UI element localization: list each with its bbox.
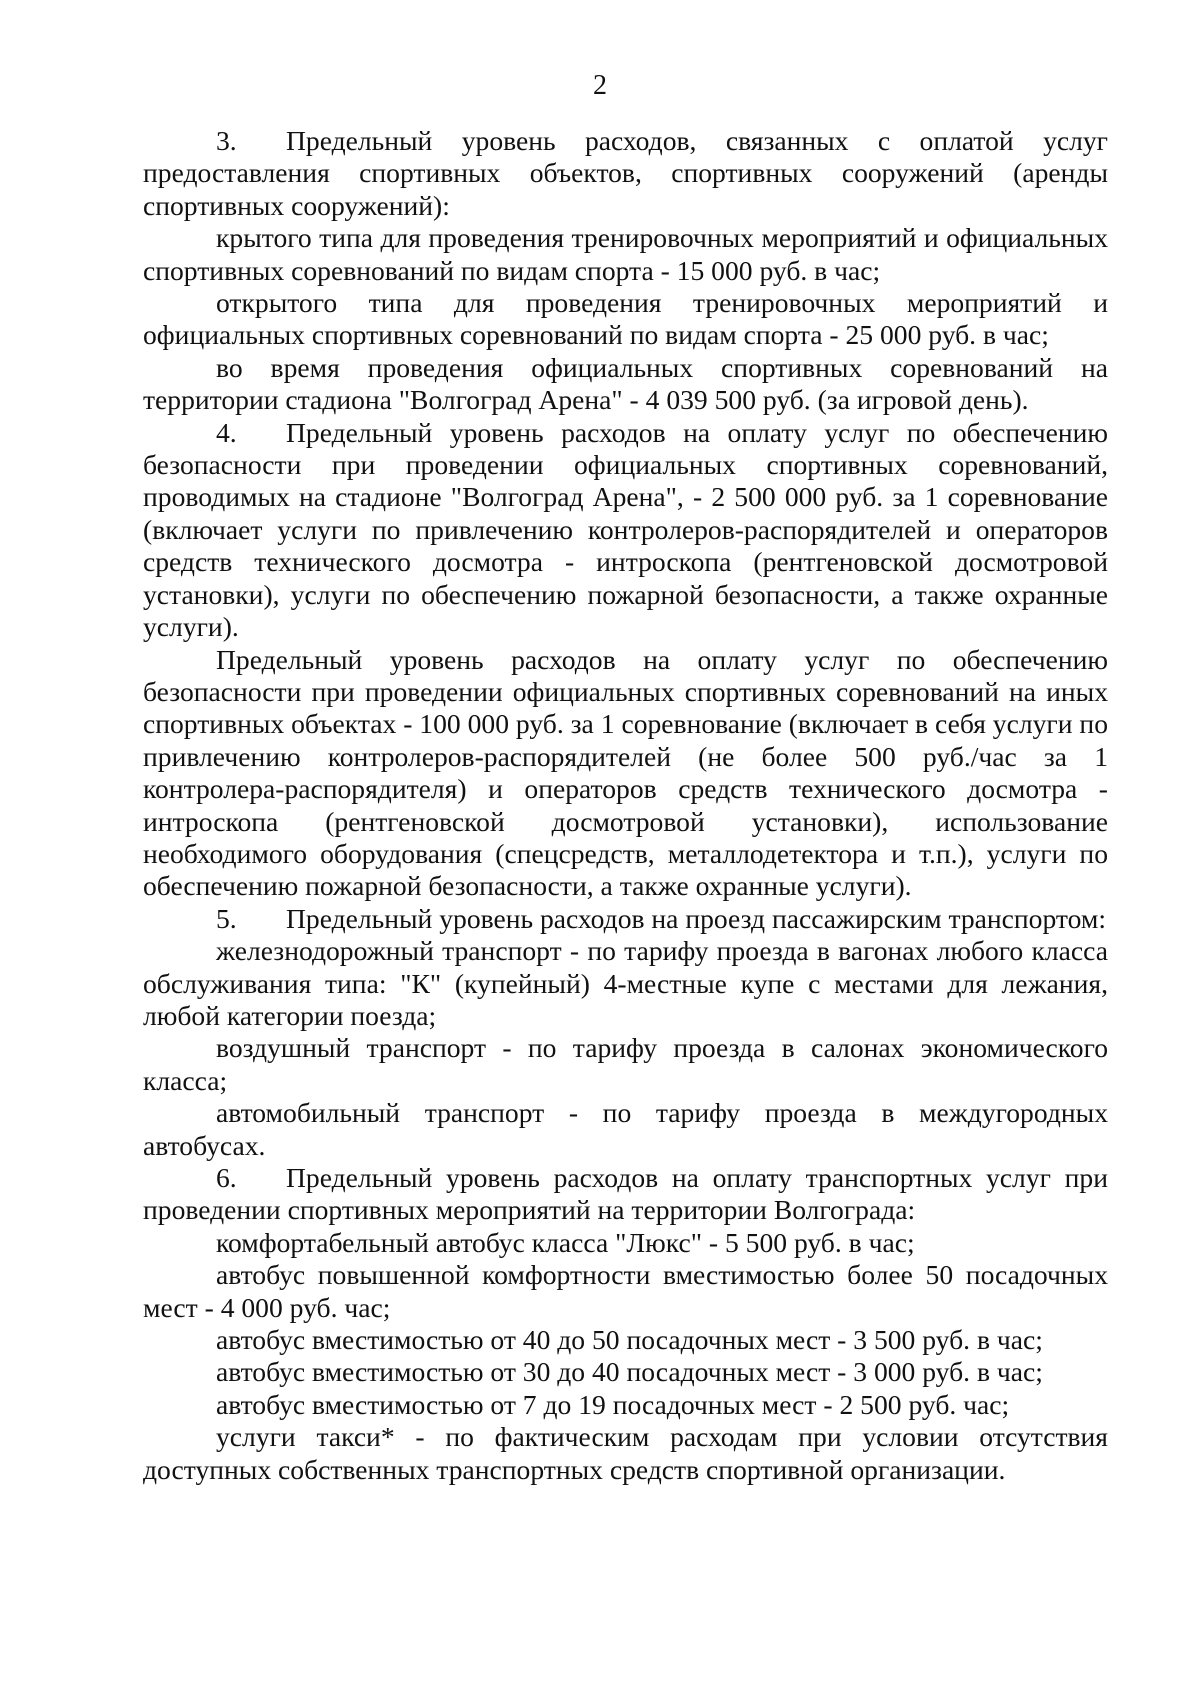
paragraph-rail-transport — [143, 935, 1108, 1032]
paragraph-text: Предельный уровень расходов на оплату транспортных услуг при проведении спортивных мероприятий на территории Волгограда: — [143, 1162, 1108, 1226]
paragraph-text: крытого типа для проведения тренировочных мероприятий и официальных спортивных соревнований по видам спорта - 15 000 руб. в час; — [143, 222, 1108, 286]
paragraph-text: Предельный уровень расходов, связанных с оплатой услуг предоставления спортивных объектов, спортивных сооружений (аренды спортивных сооружений): — [143, 125, 1108, 221]
paragraph-4 — [143, 417, 1108, 644]
paragraph-bus-40-50 — [143, 1324, 1108, 1356]
paragraph-arena-competitions — [143, 352, 1108, 417]
paragraph-text: во время проведения официальных спортивных соревнований на территории стадиона "Волгоград Арена" - 4 039 500 руб. (за игровой день). — [143, 351, 1108, 416]
paragraph-text: автобус вместимостью от 7 до 19 посадочных мест - 2 500 руб. час; — [216, 1388, 1010, 1420]
paragraph-bus-7-19 — [143, 1389, 1108, 1421]
paragraph-3 — [143, 125, 1108, 222]
paragraph-text: железнодорожный транспорт - по тарифу проезда в вагонах любого класса обслуживания типа: "К" (купейный) 4-местные купе с местами для лежания, любой категории поезда; — [143, 935, 1108, 1031]
paragraph-text: комфортабельный автобус класса "Люкс" - 5 500 руб. в час; — [216, 1226, 915, 1258]
paragraph-indoor-facilities — [143, 222, 1108, 287]
section-number: 5. — [216, 902, 237, 934]
paragraph-text: Предельный уровень расходов на проезд пассажирским транспортом: — [286, 902, 1106, 934]
paragraph-security-other-facilities — [143, 644, 1108, 903]
paragraph-6 — [143, 1162, 1108, 1227]
paragraph-text: открытого типа для проведения тренировочных мероприятий и официальных спортивных соревнований по видам спорта - 25 000 руб. в час; — [143, 287, 1108, 351]
paragraph-air-transport — [143, 1032, 1108, 1097]
paragraph-bus-30-40 — [143, 1356, 1108, 1388]
paragraph-road-transport — [143, 1097, 1108, 1162]
paragraph-text: Предельный уровень расходов на оплату услуг по обеспечению безопасности при проведении официальных спортивных соревнований на иных спортивных объектах - 100 000 руб. за 1 соревнование (включает в себя услуги по привлечению контролеров-распорядителей (не более 500 руб./час за 1 контролера-распорядителя) и операторов средств технического досмотра - интроскопа (рентгеновской досмотровой установки), использование необходимого оборудования (спецсредств, металлодетектора и т.п.), услуги по обеспечению пожарной безопасности, а также охранные услуги). — [143, 643, 1108, 902]
paragraph-text: Предельный уровень расходов на оплату услуг по обеспечению безопасности при проведении официальных спортивных соревнований, проводимых на стадионе "Волгоград Арена", - 2 500 000 руб. за 1 соревнование (включает услуги по привлечению контролеров-распорядителей и операторов средств технического досмотра - интроскопа (рентгеновской досмотровой установки), услуги по обеспечению пожарной безопасности, а также охранные услуги). — [143, 416, 1108, 643]
section-number: 3. — [216, 125, 237, 156]
paragraph-text: автомобильный транспорт - по тарифу проезда в междугородных автобусах. — [143, 1097, 1108, 1161]
page-number: 2 — [593, 70, 607, 101]
paragraph-lux-bus — [143, 1227, 1108, 1259]
section-number: 4. — [216, 416, 237, 448]
paragraph-text: воздушный транспорт - по тарифу проезда в салонах экономического класса; — [143, 1032, 1108, 1096]
paragraph-outdoor-facilities — [143, 287, 1108, 352]
document-body — [143, 125, 1108, 1486]
paragraph-text: автобус вместимостью от 40 до 50 посадочных мест - 3 500 руб. в час; — [216, 1324, 1043, 1356]
paragraph-5 — [143, 903, 1108, 935]
paragraph-comfort-bus — [143, 1259, 1108, 1324]
paragraph-taxi — [143, 1421, 1108, 1486]
paragraph-text: автобус повышенной комфортности вместимостью более 50 посадочных мест - 4 000 руб. час; — [143, 1259, 1108, 1323]
section-number: 6. — [216, 1162, 237, 1193]
paragraph-text: автобус вместимостью от 30 до 40 посадочных мест - 3 000 руб. в час; — [216, 1356, 1043, 1388]
paragraph-text: услуги такси* - по фактическим расходам при условии отсутствия доступных собственных транспортных средств спортивной организации. — [143, 1421, 1108, 1485]
